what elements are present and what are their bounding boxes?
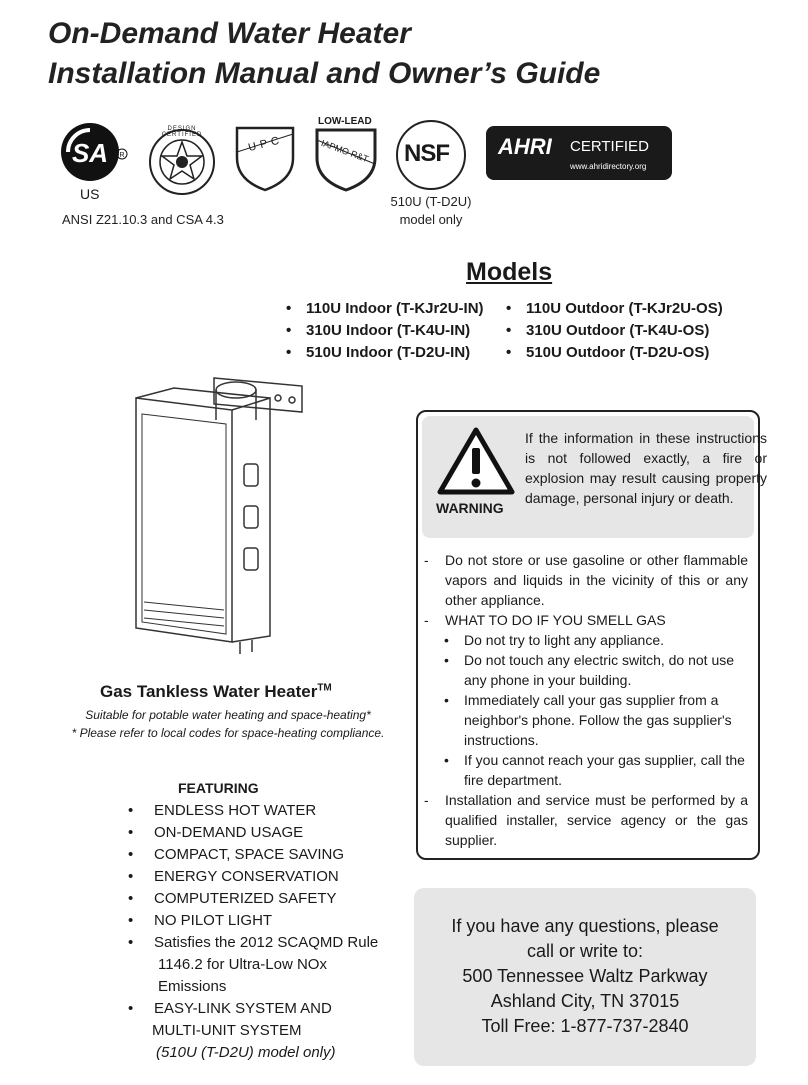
low-lead-logo — [314, 116, 378, 192]
ahri-certified-logo — [486, 126, 672, 180]
contact-line-1: If you have any questions, please — [451, 916, 719, 936]
featuring-list — [128, 800, 378, 1064]
feature-text: COMPACT, SPACE SAVING — [154, 846, 345, 863]
scaqmd-line-1: Satisfies the 2012 SCAQMD Rule — [154, 934, 379, 951]
feature-item: • EASY-LINK SYSTEM AND MULTI-UNIT SYSTEM (510U (T-D2U) model only) — [128, 998, 378, 1064]
warning-triangle-icon — [436, 426, 516, 496]
upc-label: UPC — [247, 133, 285, 155]
nsf-label: NSF — [404, 140, 449, 167]
easylink-line-2: MULTI-UNIT SYSTEM — [152, 1022, 302, 1039]
feature-text: ON-DEMAND USAGE — [154, 824, 304, 841]
contact-address-street: 500 Tennessee Waltz Parkway — [462, 966, 708, 986]
feature-item: • ENERGY CONSERVATION — [128, 866, 378, 888]
nsf-note-line-2: model only — [399, 212, 463, 227]
svg-text:SA: SA — [71, 138, 109, 168]
warning-label: WARNING — [436, 500, 504, 516]
scaqmd-line-3: Emissions — [158, 978, 227, 995]
contact-address-city: Ashland City, TN 37015 — [490, 991, 680, 1011]
trademark-symbol: TM — [317, 682, 332, 694]
feature-item: • NO PILOT LIGHT — [128, 910, 378, 932]
contact-phone: Toll Free: 1-877-737-2840 — [481, 1016, 689, 1036]
instruction-item: - Do not store or use gasoline or other flammable vapors and liquids in the vicinity of this or any other appliance. — [424, 552, 748, 608]
title-line-1: On-Demand Water Heater — [48, 17, 411, 50]
indoor-models-list — [286, 298, 484, 364]
instruction-item: - WHAT TO DO IF YOU SMELL GAS — [424, 612, 666, 628]
gas-bullet-text: Do not touch any electric switch, do not use any phone in your building. — [464, 652, 735, 688]
product-subtitle-line-2: * Please refer to local codes for space-heating compliance. — [71, 726, 385, 740]
gas-bullet-text: If you cannot reach your gas supplier, call the fire department. — [464, 752, 745, 788]
easylink-line-3: (510U (T-D2U) model only) — [156, 1044, 336, 1061]
ahri-certified-label: CERTIFIED — [570, 138, 649, 155]
instruction-text: Do not store or use gasoline or other flammable vapors and liquids in the vicinity of this or any other appliance. — [445, 552, 748, 608]
models-heading: Models — [466, 258, 553, 286]
contact-box — [414, 888, 756, 1066]
feature-item: • COMPACT, SPACE SAVING — [128, 844, 378, 866]
water-heater-icon — [128, 370, 318, 660]
design-certified-seal — [146, 126, 218, 198]
title-line-2: Installation Manual and Owner’s Guide — [48, 57, 601, 90]
feature-text: NO PILOT LIGHT — [154, 912, 273, 929]
scaqmd-line-2: 1146.2 for Ultra-Low NOx — [158, 956, 327, 973]
product-name-text: Gas Tankless Water Heater — [100, 682, 318, 701]
upc-logo — [234, 124, 296, 194]
nsf-note-line-1: 510U (T-D2U) — [390, 194, 472, 209]
safety-instructions — [424, 550, 748, 850]
feature-item: • Satisfies the 2012 SCAQMD Rule 1146.2 for Ultra-Low NOx Emissions — [128, 932, 378, 998]
contact-line-2: call or write to: — [526, 941, 644, 961]
design-certified-label: DESIGN CERTIFIED — [161, 126, 203, 138]
outdoor-models-list — [506, 298, 723, 364]
feature-item: • ENDLESS HOT WATER — [128, 800, 378, 822]
instruction-item: - Installation and service must be performed by a qualified installer, service agency or the gas supplier. — [424, 792, 748, 848]
csa-mark-icon — [58, 120, 128, 190]
iapmo-label: IAPMO R&T — [319, 137, 370, 165]
nsf-note — [388, 193, 474, 229]
gas-bullet: • Do not touch any electric switch, do not use any phone in your building. — [424, 650, 748, 690]
easylink-line-1: EASY-LINK SYSTEM AND — [154, 1000, 332, 1017]
featuring-heading: FEATURING — [178, 780, 259, 796]
nsf-logo — [396, 120, 466, 190]
csa-logo — [58, 120, 128, 210]
gas-bullet: • Immediately call your gas supplier from a neighbor's phone. Follow the gas supplier's instructions. — [424, 690, 748, 750]
product-name — [100, 682, 332, 702]
document-title — [48, 14, 600, 94]
ahri-site: www.ahridirectory.org — [570, 162, 647, 171]
feature-text: COMPUTERIZED SAFETY — [154, 890, 337, 907]
shield-icon — [234, 124, 296, 194]
gas-bullet-text: Immediately call your gas supplier from a neighbor's phone. Follow the gas supplier's instructions. — [464, 692, 732, 748]
model-item: • 310U Outdoor (T-K4U-OS) — [506, 320, 723, 342]
gas-bullet-text: Do not try to light any appliance. — [464, 632, 665, 648]
feature-text: ENERGY CONSERVATION — [154, 868, 339, 885]
model-item: • 110U Indoor (T-KJr2U-IN) — [286, 298, 484, 320]
feature-text: ENDLESS HOT WATER — [154, 802, 317, 819]
gas-bullet: • If you cannot reach your gas supplier, call the fire department. — [424, 750, 748, 790]
low-lead-label: LOW-LEAD — [318, 116, 372, 127]
water-heater-illustration — [128, 370, 318, 660]
svg-text:R: R — [119, 152, 125, 159]
product-subtitle-line-1: Suitable for potable water heating and space-heating* — [85, 708, 371, 722]
ahri-label: AHRI — [498, 134, 552, 159]
csa-us-label: US — [80, 186, 100, 202]
product-subtitle — [48, 706, 408, 742]
model-item: • 310U Indoor (T-K4U-IN) — [286, 320, 484, 342]
warning-text: If the information in these instructions is not followed exactly, a fire or explosion may result causing property damage, personal injury or death. — [525, 430, 767, 506]
feature-item: • ON-DEMAND USAGE — [128, 822, 378, 844]
instruction-text: WHAT TO DO IF YOU SMELL GAS — [445, 612, 666, 628]
csa-standard-note: ANSI Z21.10.3 and CSA 4.3 — [62, 212, 224, 227]
gas-bullet: • Do not try to light any appliance. — [444, 632, 665, 648]
model-item: • 510U Indoor (T-D2U-IN) — [286, 342, 484, 364]
model-item: • 510U Outdoor (T-D2U-OS) — [506, 342, 723, 364]
model-item: • 110U Outdoor (T-KJr2U-OS) — [506, 298, 723, 320]
instruction-text: Installation and service must be performed by a qualified installer, service agency or the gas supplier. — [445, 792, 748, 848]
feature-item: • COMPUTERIZED SAFETY — [128, 888, 378, 910]
